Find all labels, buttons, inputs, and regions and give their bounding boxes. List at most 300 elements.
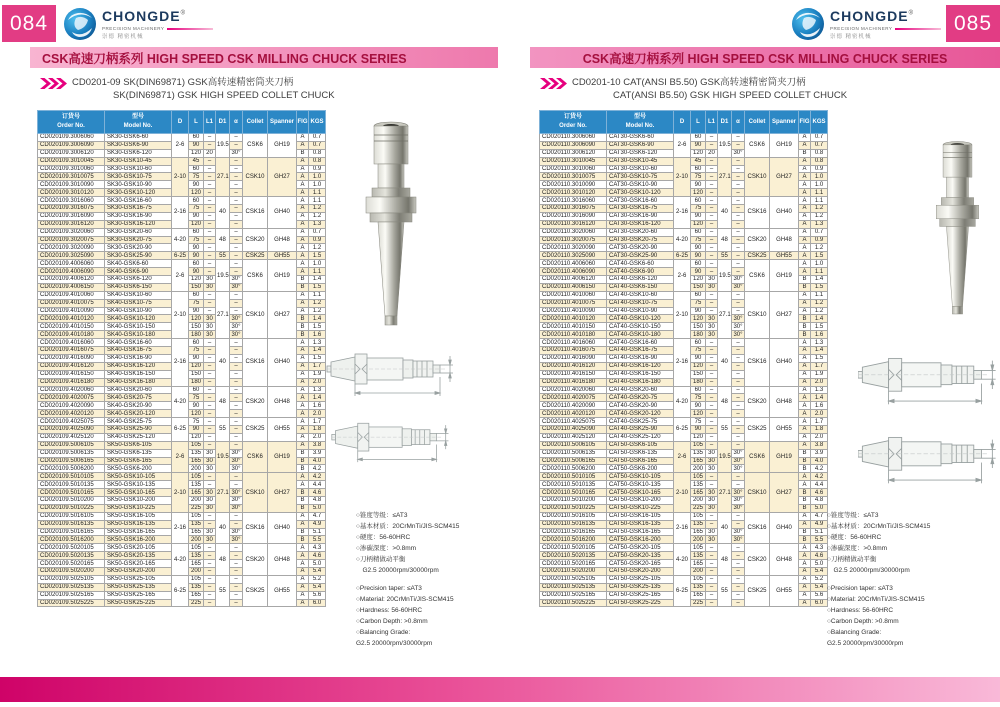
d1-cell: 40 bbox=[718, 197, 732, 229]
l1-cell: – bbox=[706, 441, 718, 449]
alpha-cell: 30° bbox=[231, 457, 241, 464]
l1-cell: 30 bbox=[204, 528, 216, 536]
alpha-cell: – bbox=[230, 394, 243, 402]
model-no-cell: SK40-GSK10-60 bbox=[105, 291, 172, 299]
order-no-cell: CD020109.4020075 bbox=[38, 394, 105, 402]
note-line: G2.5 20000rpm/30000rpm bbox=[827, 639, 904, 647]
model-no-cell: SK50-GSK25-165 bbox=[105, 591, 172, 599]
alpha-cell: – bbox=[230, 425, 243, 433]
order-no-cell: CD020109.3020075 bbox=[38, 236, 105, 244]
model-no-cell: SK40-GSK6-90 bbox=[105, 268, 172, 276]
alpha-cell: – bbox=[230, 410, 243, 418]
fig-cell: B bbox=[297, 504, 309, 512]
collet-cell: CSK6 bbox=[745, 441, 770, 473]
kgs-cell: 0.9 bbox=[811, 236, 828, 244]
alpha-cell: – bbox=[230, 370, 243, 378]
model-no-cell: CAT40-GSK10-90 bbox=[607, 307, 674, 315]
order-no-cell: CD020110.4020090 bbox=[540, 402, 607, 410]
l1-cell: – bbox=[706, 236, 718, 244]
fig-cell: B bbox=[297, 149, 309, 157]
alpha-cell: 30° bbox=[733, 450, 743, 457]
spanner-cell: GH40 bbox=[268, 512, 297, 544]
footer-gradient-bar bbox=[0, 677, 1000, 702]
fig-cell: A bbox=[297, 583, 309, 591]
l-cell: 200 bbox=[691, 567, 706, 575]
kgs-cell: 0.8 bbox=[811, 157, 828, 165]
l1-cell: – bbox=[706, 260, 718, 268]
l1-cell: – bbox=[204, 544, 216, 552]
collet-cell: CSK25 bbox=[745, 575, 770, 607]
fig-cell: B bbox=[297, 323, 309, 331]
alpha-cell: – bbox=[230, 418, 243, 426]
kgs-cell: 1.4 bbox=[309, 276, 326, 284]
model-no-cell: SK40-GSK16-150 bbox=[105, 370, 172, 378]
alpha-cell: – bbox=[230, 173, 243, 181]
d-range-cell: 2-6 bbox=[674, 134, 691, 158]
order-no-cell: CD020110.3016075 bbox=[540, 205, 607, 213]
model-no-cell: SK40-GSK16-180 bbox=[105, 378, 172, 386]
model-no-cell: SK30-GSK10-45 bbox=[105, 157, 172, 165]
kgs-cell: 1.5 bbox=[811, 252, 828, 260]
kgs-cell: 3.8 bbox=[811, 441, 828, 449]
col-kgs: KGS bbox=[811, 111, 828, 134]
order-no-cell: CD020109.5020165 bbox=[38, 560, 105, 568]
l-cell: 150 bbox=[691, 370, 706, 378]
l1-cell: – bbox=[204, 370, 216, 378]
l1-cell: – bbox=[204, 402, 216, 410]
note-line: ○刀柄精做动平衡 bbox=[356, 555, 406, 563]
model-no-cell: CAT30-GSK10-120 bbox=[607, 189, 674, 197]
l1-cell: – bbox=[204, 560, 216, 568]
order-no-cell: CD020110.4006150 bbox=[540, 283, 607, 291]
collet-cell: CSK6 bbox=[243, 441, 268, 473]
d-range-cell: 2-6 bbox=[674, 441, 691, 473]
kgs-cell: 1.0 bbox=[309, 173, 326, 181]
kgs-cell: 1.1 bbox=[309, 268, 326, 276]
model-no-cell: CAT50-GSK25-135 bbox=[607, 583, 674, 591]
spanner-cell: GH19 bbox=[770, 260, 799, 292]
order-no-cell: CD020109.5020105 bbox=[38, 544, 105, 552]
order-no-cell: CD020110.5006105 bbox=[540, 441, 607, 449]
l-cell: 135 bbox=[189, 583, 204, 591]
brand-underline bbox=[167, 28, 213, 30]
fig-cell: A bbox=[799, 347, 811, 355]
alpha-cell: – bbox=[732, 339, 745, 347]
d-range-cell: 2-6 bbox=[172, 134, 189, 158]
model-no-cell: CAT40-GSK25-120 bbox=[607, 433, 674, 441]
col-kgs: KGS bbox=[309, 111, 326, 134]
alpha-cell: – bbox=[230, 402, 243, 410]
spanner-cell: GH48 bbox=[268, 386, 297, 418]
collet-cell: CSK20 bbox=[243, 228, 268, 252]
model-no-cell: SK50-GSK25-135 bbox=[105, 583, 172, 591]
model-no-cell: CAT40-GSK20-120 bbox=[607, 410, 674, 418]
kgs-cell: 1.3 bbox=[811, 339, 828, 347]
l-cell: 165 bbox=[189, 457, 204, 465]
order-no-cell: CD020109.4025075 bbox=[38, 418, 105, 426]
l-cell: 90 bbox=[189, 307, 204, 315]
kgs-cell: 1.5 bbox=[811, 323, 828, 331]
l-cell: 60 bbox=[189, 291, 204, 299]
fig-cell: A bbox=[297, 220, 309, 228]
alpha-cell: – bbox=[732, 433, 745, 441]
spanner-cell: GH55 bbox=[268, 575, 297, 607]
d1-cell: 48 bbox=[216, 228, 230, 252]
kgs-cell: 5.4 bbox=[811, 583, 828, 591]
kgs-cell: 5.0 bbox=[811, 504, 828, 512]
order-no-cell: CD020109.5016165 bbox=[38, 528, 105, 536]
page-number-left: 084 bbox=[2, 5, 56, 42]
l1-cell: 30 bbox=[706, 489, 718, 497]
l1-cell: 30 bbox=[706, 331, 718, 339]
fig-cell: A bbox=[799, 441, 811, 449]
l1-cell: – bbox=[204, 575, 216, 583]
l1-cell: – bbox=[706, 347, 718, 355]
alpha-cell: – bbox=[732, 473, 745, 481]
alpha-cell: – bbox=[732, 260, 745, 268]
model-no-cell: SK30-GSK25-90 bbox=[105, 252, 172, 260]
model-no-cell: SK50-GSK16-200 bbox=[105, 536, 172, 544]
note-line: ○硬度：56-60HRC bbox=[827, 533, 882, 541]
model-no-cell: SK30-GSK10-120 bbox=[105, 189, 172, 197]
model-no-cell: CAT50-GSK16-105 bbox=[607, 512, 674, 520]
d1-cell: 27.1 bbox=[718, 473, 732, 512]
col-fig: FIG bbox=[799, 111, 811, 134]
kgs-cell: 5.2 bbox=[309, 575, 326, 583]
fig-cell: A bbox=[297, 378, 309, 386]
order-no-cell: CD020110.3016090 bbox=[540, 212, 607, 220]
d-range-cell: 6-25 bbox=[172, 252, 189, 260]
l1-cell: – bbox=[204, 378, 216, 386]
l-cell: 105 bbox=[189, 512, 204, 520]
l1-cell: – bbox=[204, 599, 216, 607]
l-cell: 165 bbox=[691, 457, 706, 465]
l-cell: 90 bbox=[691, 141, 706, 149]
l1-cell: – bbox=[706, 134, 718, 142]
model-no-cell: CAT40-GSK10-150 bbox=[607, 323, 674, 331]
model-no-cell: CAT50-GSK16-200 bbox=[607, 536, 674, 544]
kgs-cell: 1.3 bbox=[309, 339, 326, 347]
alpha-cell: 30° bbox=[231, 536, 241, 543]
alpha-cell: – bbox=[732, 173, 745, 181]
l1-cell: – bbox=[706, 378, 718, 386]
order-no-cell: CD020109.3016120 bbox=[38, 220, 105, 228]
model-no-cell: SK30-GSK6-120 bbox=[105, 149, 172, 157]
note-line: ○渗碳深度：>0.8mm bbox=[356, 544, 417, 552]
collet-cell: CSK16 bbox=[243, 339, 268, 386]
model-no-cell: CAT30-GSK10-90 bbox=[607, 181, 674, 189]
fig-cell: A bbox=[799, 252, 811, 260]
alpha-cell: – bbox=[732, 394, 745, 402]
kgs-cell: 4.8 bbox=[309, 496, 326, 504]
l-cell: 200 bbox=[691, 536, 706, 544]
product-code-title: CD0201-09 SK(DIN69871) GSK高转速精密筒夹刀柄 bbox=[72, 77, 294, 88]
fig-cell: A bbox=[799, 394, 811, 402]
l1-cell: – bbox=[204, 347, 216, 355]
model-no-cell: CAT30-GSK6-90 bbox=[607, 141, 674, 149]
fig-cell: A bbox=[297, 212, 309, 220]
fig-cell: A bbox=[799, 339, 811, 347]
l1-cell: – bbox=[706, 141, 718, 149]
l-cell: 135 bbox=[691, 449, 706, 457]
series-banner-left: CSK高速刀柄系列 HIGH SPEED CSK MILLING CHUCK SERIES bbox=[30, 47, 498, 68]
col-alpha: α bbox=[732, 111, 745, 134]
model-no-cell: SK40-GSK25-120 bbox=[105, 433, 172, 441]
l-cell: 135 bbox=[189, 449, 204, 457]
fig-cell: A bbox=[297, 362, 309, 370]
alpha-cell: – bbox=[732, 410, 745, 418]
l1-cell: – bbox=[706, 197, 718, 205]
note-line: ○Carbon Depth: >0.8mm bbox=[827, 618, 899, 626]
l1-cell: – bbox=[706, 354, 718, 362]
kgs-cell: 1.8 bbox=[309, 425, 326, 433]
d-range-cell: 4-20 bbox=[674, 544, 691, 576]
l-cell: 60 bbox=[189, 260, 204, 268]
col-collet: Collet bbox=[745, 111, 770, 134]
kgs-cell: 1.5 bbox=[811, 354, 828, 362]
order-no-cell: CD020110.3020060 bbox=[540, 228, 607, 236]
order-no-cell: CD020109.3025090 bbox=[38, 252, 105, 260]
l1-cell: – bbox=[706, 244, 718, 252]
kgs-cell: 0.9 bbox=[309, 165, 326, 173]
fig-cell: A bbox=[297, 181, 309, 189]
fig-cell: A bbox=[799, 567, 811, 575]
kgs-cell: 4.7 bbox=[811, 512, 828, 520]
section-title-left bbox=[40, 77, 335, 102]
model-no-cell: CAT40-GSK10-120 bbox=[607, 315, 674, 323]
model-no-cell: SK30-GSK10-75 bbox=[105, 173, 172, 181]
d1-cell: 19.5 bbox=[216, 441, 230, 473]
fig-cell: B bbox=[297, 276, 309, 284]
l-cell: 90 bbox=[189, 425, 204, 433]
model-no-cell: CAT30-GSK6-120 bbox=[607, 149, 674, 157]
table-row bbox=[540, 512, 828, 520]
notes-english bbox=[356, 584, 494, 649]
model-no-cell: SK30-GSK16-120 bbox=[105, 220, 172, 228]
l1-cell: – bbox=[204, 205, 216, 213]
fig-cell: A bbox=[799, 386, 811, 394]
d1-cell: 27.1 bbox=[216, 473, 230, 512]
kgs-cell: 4.6 bbox=[309, 552, 326, 560]
l-cell: 120 bbox=[691, 149, 706, 157]
model-no-cell: CAT40-GSK16-60 bbox=[607, 339, 674, 347]
order-no-cell: CD020110.5016165 bbox=[540, 528, 607, 536]
l1-cell: – bbox=[204, 291, 216, 299]
l-cell: 90 bbox=[691, 212, 706, 220]
order-no-cell: CD020110.4016120 bbox=[540, 362, 607, 370]
kgs-cell: 2.0 bbox=[811, 378, 828, 386]
l1-cell: – bbox=[204, 591, 216, 599]
order-no-cell: CD020109.4010120 bbox=[38, 315, 105, 323]
l1-cell: – bbox=[706, 205, 718, 213]
kgs-cell: 3.9 bbox=[811, 449, 828, 457]
l1-cell: – bbox=[204, 220, 216, 228]
model-no-cell: CAT40-GSK10-180 bbox=[607, 331, 674, 339]
order-no-cell: CD020110.4016060 bbox=[540, 339, 607, 347]
model-no-cell: CAT30-GSK16-75 bbox=[607, 205, 674, 213]
table-row bbox=[540, 473, 828, 481]
col-alpha: α bbox=[230, 111, 243, 134]
order-no-cell: CD020110.5025135 bbox=[540, 583, 607, 591]
order-no-cell: CD020110.4025075 bbox=[540, 418, 607, 426]
order-no-cell: CD020110.4006120 bbox=[540, 276, 607, 284]
model-no-cell: SK30-GSK10-60 bbox=[105, 165, 172, 173]
collet-cell: CSK10 bbox=[745, 291, 770, 338]
fig-cell: A bbox=[799, 425, 811, 433]
fig-cell: B bbox=[799, 528, 811, 536]
model-no-cell: SK50-GSK25-105 bbox=[105, 575, 172, 583]
brand-logo bbox=[62, 6, 213, 42]
l1-cell: – bbox=[204, 410, 216, 418]
table-row bbox=[540, 339, 828, 347]
l1-cell: – bbox=[706, 575, 718, 583]
collet-cell: CSK16 bbox=[243, 197, 268, 229]
l1-cell: – bbox=[706, 418, 718, 426]
model-no-cell: CAT30-GSK10-45 bbox=[607, 157, 674, 165]
model-no-cell: CAT50-GSK25-105 bbox=[607, 575, 674, 583]
table-row bbox=[38, 228, 326, 236]
l-cell: 120 bbox=[189, 362, 204, 370]
col-d1: D1 bbox=[718, 111, 732, 134]
spanner-cell: GH27 bbox=[770, 157, 799, 196]
kgs-cell: 4.9 bbox=[811, 520, 828, 528]
alpha-cell: – bbox=[732, 354, 745, 362]
table-row bbox=[540, 386, 828, 394]
l1-cell: – bbox=[706, 473, 718, 481]
order-no-cell: CD020110.5006165 bbox=[540, 457, 607, 465]
order-no-cell: CD020109.5025105 bbox=[38, 575, 105, 583]
alpha-cell: – bbox=[732, 268, 745, 276]
table-row bbox=[38, 512, 326, 520]
kgs-cell: 5.1 bbox=[309, 528, 326, 536]
fig-cell: B bbox=[297, 465, 309, 473]
alpha-cell: 30° bbox=[733, 315, 743, 322]
order-no-cell: CD020109.5006200 bbox=[38, 465, 105, 473]
d1-cell: 27.1 bbox=[718, 291, 732, 338]
table-row bbox=[38, 418, 326, 426]
note-line: ○Precision taper: ≤AT3 bbox=[356, 585, 422, 593]
d-range-cell: 2-16 bbox=[172, 197, 189, 229]
l1-cell: – bbox=[706, 212, 718, 220]
fig-cell: A bbox=[297, 441, 309, 449]
spanner-cell: GH27 bbox=[268, 291, 297, 338]
d-range-cell: 2-6 bbox=[172, 441, 189, 473]
d1-cell: 19.5 bbox=[216, 134, 230, 158]
l-cell: 105 bbox=[189, 473, 204, 481]
l-cell: 105 bbox=[691, 544, 706, 552]
alpha-cell: – bbox=[732, 181, 745, 189]
alpha-cell: 30° bbox=[733, 465, 743, 472]
fig-cell: A bbox=[799, 552, 811, 560]
order-no-cell: CD020109.4016060 bbox=[38, 339, 105, 347]
model-no-cell: SK30-GSK20-90 bbox=[105, 244, 172, 252]
collet-cell: CSK10 bbox=[243, 473, 268, 512]
brand-name-cn: 崇德 精密机械 bbox=[102, 33, 144, 40]
kgs-cell: 0.8 bbox=[309, 157, 326, 165]
alpha-cell: – bbox=[732, 544, 745, 552]
kgs-cell: 1.7 bbox=[309, 362, 326, 370]
product-code-title: CD0201-10 CAT(ANSI B5.50) GSK高转速精密筒夹刀柄 bbox=[572, 77, 806, 88]
alpha-cell: – bbox=[230, 583, 243, 591]
l1-cell: 30 bbox=[706, 465, 718, 473]
order-no-cell: CD020109.5010165 bbox=[38, 489, 105, 497]
l1-cell: 20 bbox=[204, 149, 216, 157]
model-no-cell: CAT40-GSK6-120 bbox=[607, 276, 674, 284]
l1-cell: 30 bbox=[204, 457, 216, 465]
kgs-cell: 1.3 bbox=[811, 386, 828, 394]
fig-cell: A bbox=[799, 575, 811, 583]
col-l: L bbox=[691, 111, 706, 134]
alpha-cell: – bbox=[732, 402, 745, 410]
l1-cell: 30 bbox=[204, 465, 216, 473]
col-order-no: 订货号 Order No. bbox=[540, 111, 607, 134]
alpha-cell: – bbox=[732, 418, 745, 426]
fig-cell: A bbox=[799, 418, 811, 426]
fig-cell: B bbox=[297, 283, 309, 291]
l1-cell: – bbox=[706, 583, 718, 591]
alpha-cell: 30° bbox=[231, 331, 241, 338]
order-no-cell: CD020110.4006060 bbox=[540, 260, 607, 268]
d1-cell: 27.1 bbox=[216, 291, 230, 338]
fig-cell: A bbox=[799, 268, 811, 276]
order-no-cell: CD020109.3016075 bbox=[38, 205, 105, 213]
collet-cell: CSK16 bbox=[243, 512, 268, 544]
alpha-cell: – bbox=[230, 591, 243, 599]
order-no-cell: CD020109.4016075 bbox=[38, 347, 105, 355]
note-line: G2.5 20000rpm/30000rpm bbox=[827, 566, 910, 574]
fig-cell: A bbox=[799, 410, 811, 418]
alpha-cell: – bbox=[732, 567, 745, 575]
l-cell: 90 bbox=[189, 181, 204, 189]
l-cell: 135 bbox=[189, 520, 204, 528]
model-no-cell: CAT30-GSK10-75 bbox=[607, 173, 674, 181]
order-no-cell: CD020110.4010180 bbox=[540, 331, 607, 339]
table-row bbox=[38, 157, 326, 165]
d1-cell: 27.1 bbox=[216, 157, 230, 196]
l-cell: 150 bbox=[691, 323, 706, 331]
model-no-cell: CAT40-GSK16-75 bbox=[607, 347, 674, 355]
l-cell: 90 bbox=[691, 354, 706, 362]
kgs-cell: 0.7 bbox=[811, 141, 828, 149]
l-cell: 165 bbox=[691, 528, 706, 536]
l1-cell: – bbox=[706, 165, 718, 173]
l-cell: 200 bbox=[189, 536, 204, 544]
kgs-cell: 0.7 bbox=[811, 228, 828, 236]
technical-drawing-fig-b bbox=[858, 424, 1000, 488]
l1-cell: – bbox=[204, 260, 216, 268]
order-no-cell: CD020110.4010150 bbox=[540, 323, 607, 331]
kgs-cell: 1.2 bbox=[811, 244, 828, 252]
col-l1: L1 bbox=[706, 111, 718, 134]
fig-cell: B bbox=[799, 315, 811, 323]
l-cell: 60 bbox=[691, 134, 706, 142]
kgs-cell: 4.2 bbox=[309, 465, 326, 473]
kgs-cell: 1.0 bbox=[811, 260, 828, 268]
l-cell: 200 bbox=[189, 496, 204, 504]
note-line: G2.5 20000rpm/30000rpm bbox=[356, 566, 439, 574]
fig-cell: A bbox=[799, 481, 811, 489]
l1-cell: – bbox=[204, 473, 216, 481]
l1-cell: 30 bbox=[204, 449, 216, 457]
model-no-cell: SK40-GSK25-75 bbox=[105, 418, 172, 426]
d1-cell: 40 bbox=[216, 512, 230, 544]
section-title-right bbox=[540, 77, 847, 102]
alpha-cell: – bbox=[230, 141, 243, 149]
kgs-cell: 0.8 bbox=[811, 149, 828, 157]
model-no-cell: SK50-GSK16-165 bbox=[105, 528, 172, 536]
kgs-cell: 2.0 bbox=[309, 410, 326, 418]
kgs-cell: 1.1 bbox=[309, 189, 326, 197]
